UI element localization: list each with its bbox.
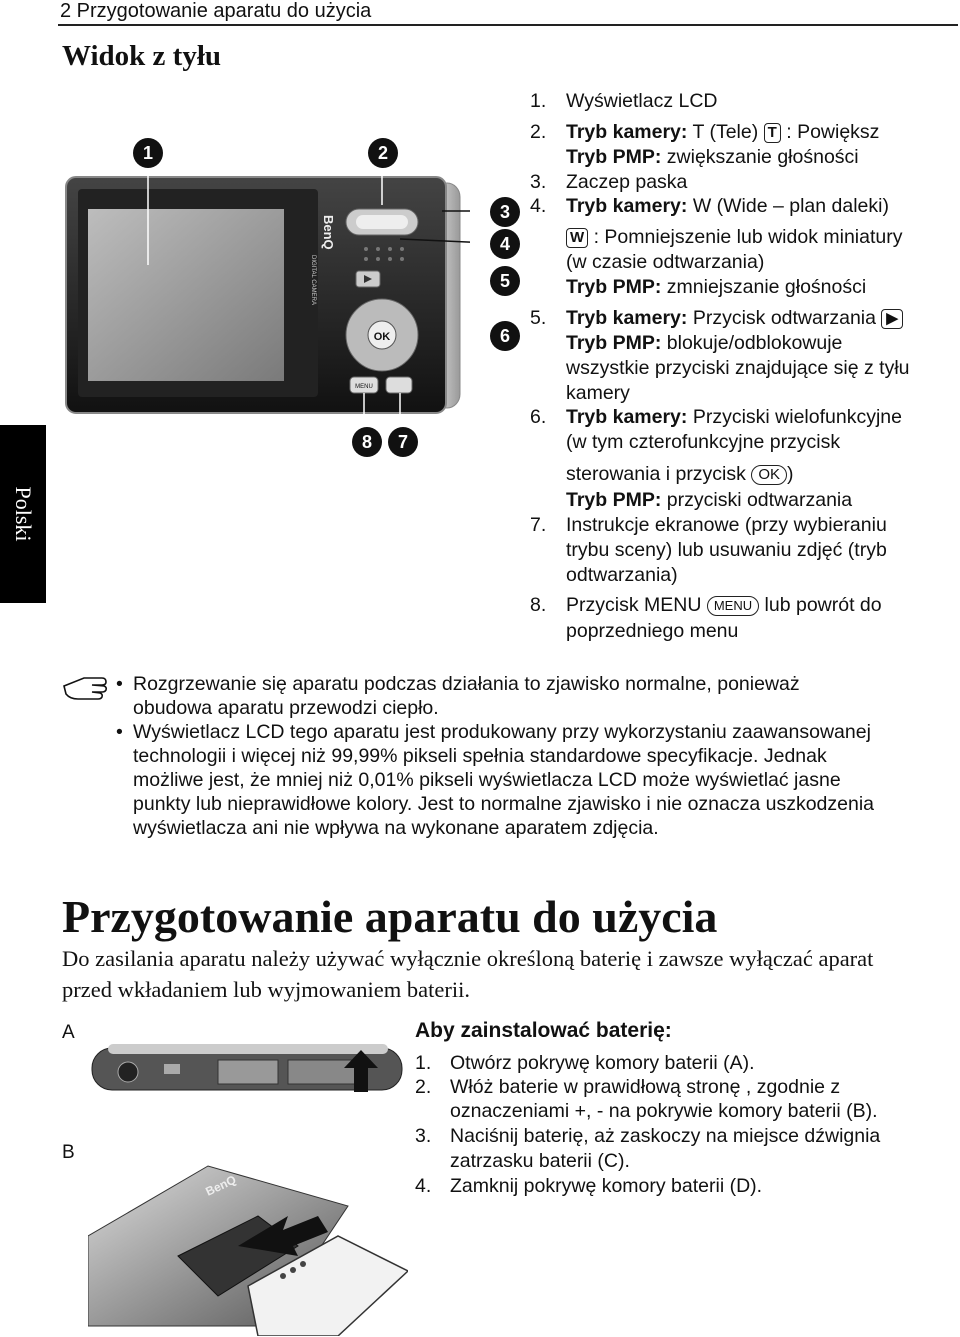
install-step-4: 4. Zamknij pokrywę komory baterii (D).	[415, 1175, 763, 1197]
part-item-5-line4: kamery	[566, 382, 630, 404]
note-1-line1: • Rozgrzewanie się aparatu podczas działania to zjawisko normalne, ponieważ	[116, 673, 800, 695]
part-item-7: 7. Instrukcje ekranowe (przy wybieraniu	[530, 514, 887, 536]
language-tab	[0, 425, 46, 603]
camera-back-illustration	[60, 165, 470, 425]
part-item-2-pmp: Tryb PMP: zwiększanie głośności	[566, 146, 859, 168]
figure-label-b: B	[62, 1142, 75, 1163]
intro-line2: przed wkładaniem lub wyjmowaniem baterii.	[62, 977, 470, 1002]
battery-insertion-illustration	[88, 1156, 408, 1336]
intro-line1: Do zasilania aparatu należy używać wyłącznie określoną baterię i zawsze wyłączać aparat	[62, 946, 874, 971]
part-item-2: 2. Tryb kamery: T (Tele) T : Powiększ	[530, 121, 880, 143]
part-item-4: 4. Tryb kamery: W (Wide – plan daleki)	[530, 195, 889, 217]
install-step-3: 3. Naciśnij baterię, aż zaskoczy na miejsce dźwignia	[415, 1125, 881, 1147]
install-step-2-line2: oznaczeniami +, - na pokrywie komory baterii (B).	[450, 1100, 878, 1122]
section-title: Widok z tyłu	[62, 40, 222, 72]
part-item-4-wide: W : Pomniejszenie lub widok miniatury	[566, 225, 902, 250]
camera-brand: BenQ	[321, 215, 336, 250]
callout-7: 7	[388, 427, 418, 457]
callout-1: 1	[133, 138, 163, 168]
play-icon: ▶	[881, 309, 903, 329]
camera-brand-sub: DIGITAL CAMERA	[310, 255, 316, 306]
note-2-line4: punkty lub nieprawidłowe kolory. Jest to normalne zjawisko i nie oznacza uszkodzenia	[133, 793, 875, 815]
header-rule	[58, 24, 958, 26]
part-item-6: 6. Tryb kamery: Przyciski wielofunkcyjne	[530, 406, 902, 428]
ok-button-label: OK	[373, 331, 391, 343]
part-item-3: 3. Zaczep paska	[530, 171, 688, 193]
note-1-line2: obudowa aparatu przewodzi ciepło.	[133, 697, 439, 719]
part-item-6-pmp: Tryb PMP: przyciski odtwarzania	[566, 489, 853, 511]
install-step-2: 2. Włóż baterie w prawidłową stronę , zgodnie z	[415, 1076, 841, 1098]
callout-5: 5	[490, 266, 520, 296]
install-step-1: 1. Otwórz pokrywę komory baterii (A).	[415, 1052, 755, 1074]
figure-label-a: A	[62, 1022, 75, 1043]
part-item-7-line2: trybu sceny) lub usuwaniu zdjęć (tryb	[566, 539, 887, 561]
part-item-6-line2: (w tym czterofunkcyjne przycisk	[566, 431, 841, 453]
callout-8: 8	[352, 427, 382, 457]
part-item-7-line3: odtwarzania)	[566, 564, 678, 586]
menu-icon: MENU	[707, 596, 759, 616]
battery-brand: BenQ	[203, 1172, 239, 1199]
language-tab-label: Polski	[11, 486, 36, 542]
ok-icon: OK	[751, 465, 787, 485]
part-item-5-pmp: Tryb PMP: blokuje/odblokowuje	[566, 332, 843, 354]
note-2-line1: • Wyświetlacz LCD tego aparatu jest produkowany przy wykorzystaniu zaawansowanej	[116, 721, 871, 743]
note-2-line2: technologii i więcej niż 99,99% pikseli spełnia standardowe specyfikacje. Jednak	[133, 745, 827, 767]
part-item-5: 5. Tryb kamery: Przycisk odtwarzania ▶	[530, 306, 903, 331]
part-item-8-line2: poprzedniego menu	[566, 620, 739, 642]
tele-icon: T	[764, 123, 781, 143]
part-item-4-pmp: Tryb PMP: zmniejszanie głośności	[566, 276, 867, 298]
callout-2: 2	[368, 138, 398, 168]
note-2-line5: wyświetlacza ani nie wpływa na wykonane aparatem zdjęcia.	[133, 817, 659, 839]
part-item-8: 8. Przycisk MENU MENU lub powrót do	[530, 594, 882, 616]
part-item-1: 1. Wyświetlacz LCD	[530, 90, 718, 112]
callout-4: 4	[490, 229, 520, 259]
chapter-header: 2 Przygotowanie aparatu do użycia	[60, 0, 372, 22]
part-item-4-line3: (w czasie odtwarzania)	[566, 251, 765, 273]
callout-3: 3	[490, 197, 520, 227]
main-title: Przygotowanie aparatu do użycia	[62, 891, 718, 942]
callout-6: 6	[490, 321, 520, 351]
menu-button-label: MENU	[355, 384, 373, 390]
up-arrow-icon	[344, 1050, 378, 1092]
install-step-3-line2: zatrzasku baterii (C).	[450, 1150, 630, 1172]
note-2-line3: możliwe jest, że mniej niż 0,01% pikseli wyświetlacza LCD może wyświetlać jasne	[133, 769, 841, 791]
wide-icon: W	[566, 228, 588, 248]
install-heading: Aby zainstalować baterię:	[415, 1019, 672, 1042]
part-item-5-line3: wszystkie przyciski znajdujące się z tyłu	[566, 357, 910, 379]
part-item-6-line3: sterowania i przycisk OK )	[566, 463, 794, 485]
note-hand-icon	[62, 672, 108, 702]
